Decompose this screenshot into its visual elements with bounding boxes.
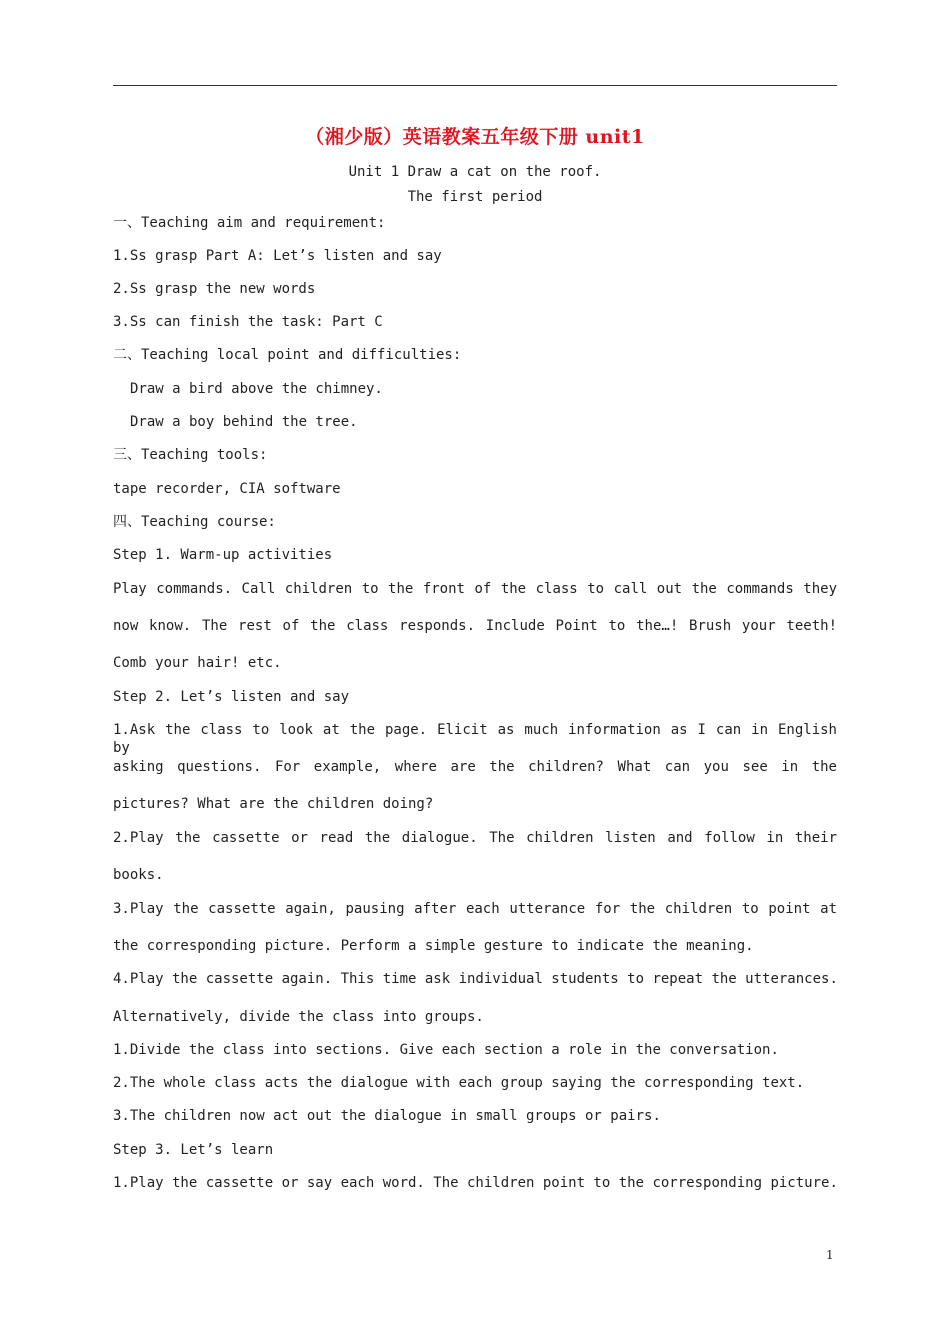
group-item-1: 1.Divide the class into sections. Give each section a role in the conversation. — [113, 1042, 779, 1058]
step-3-heading: Step 3. Let’s learn — [113, 1142, 274, 1158]
header-rule — [113, 85, 837, 86]
step-2-item-2-line-2: books. — [113, 867, 164, 883]
step-2-item-2-line-1: 2.Play the cassette or read the dialogue. The children listen and follow in their — [113, 830, 837, 846]
step-1-heading: Step 1. Warm-up activities — [113, 547, 333, 563]
unit-heading: Unit 1 Draw a cat on the roof. — [348, 164, 602, 180]
step-2-item-3-line-2: the corresponding picture. Perform a simple gesture to indicate the meaning. — [113, 938, 754, 954]
aim-item-2: 2.Ss grasp the new words — [113, 281, 316, 297]
document-title: （湘少版）英语教案五年级下册 unit1 — [305, 126, 645, 148]
section-heading-difficulties: 二、Teaching local point and difficulties: — [113, 347, 462, 363]
difficulty-item-1: Draw a bird above the chimney. — [130, 381, 383, 397]
step-1-line-1: Play commands. Call children to the front of the class to call out the commands they — [113, 581, 837, 597]
tools-list: tape recorder, CIA software — [113, 481, 341, 497]
step-2-item-3-line-1: 3.Play the cassette again, pausing after each utterance for the children to point at — [113, 901, 837, 917]
group-item-2: 2.The whole class acts the dialogue with each group saying the corresponding text. — [113, 1075, 805, 1091]
difficulty-item-2: Draw a boy behind the tree. — [130, 414, 358, 430]
section-heading-aim: 一、Teaching aim and requirement: — [113, 215, 386, 231]
step-1-line-2: now know. The rest of the class responds. Include Point to the…! Brush your teeth! — [113, 618, 837, 634]
section-heading-course: 四、Teaching course: — [113, 514, 276, 530]
step-2-heading: Step 2. Let’s listen and say — [113, 689, 350, 705]
aim-item-3: 3.Ss can finish the task: Part C — [113, 314, 383, 330]
step-2-item-4-line-2: Alternatively, divide the class into groups. — [113, 1009, 484, 1025]
section-heading-tools: 三、Teaching tools: — [113, 447, 268, 463]
page-number: 1 — [826, 1248, 834, 1262]
step-1-line-3: Comb your hair! etc. — [113, 655, 282, 671]
step-2-item-4-line-1: 4.Play the cassette again. This time ask individual students to repeat the utterances. — [113, 971, 838, 987]
group-item-3: 3.The children now act out the dialogue in small groups or pairs. — [113, 1108, 661, 1124]
step-2-item-1-line-1: 1.Ask the class to look at the page. Elicit as much information as I can in English by — [113, 722, 837, 756]
aim-item-1: 1.Ss grasp Part A: Let’s listen and say — [113, 248, 442, 264]
step-2-item-1-line-2: asking questions. For example, where are the children? What can you see in the — [113, 759, 837, 775]
step-3-item-1: 1.Play the cassette or say each word. The children point to the corresponding picture. — [113, 1175, 838, 1191]
period-heading: The first period — [407, 189, 543, 205]
step-2-item-1-line-3: pictures? What are the children doing? — [113, 796, 434, 812]
